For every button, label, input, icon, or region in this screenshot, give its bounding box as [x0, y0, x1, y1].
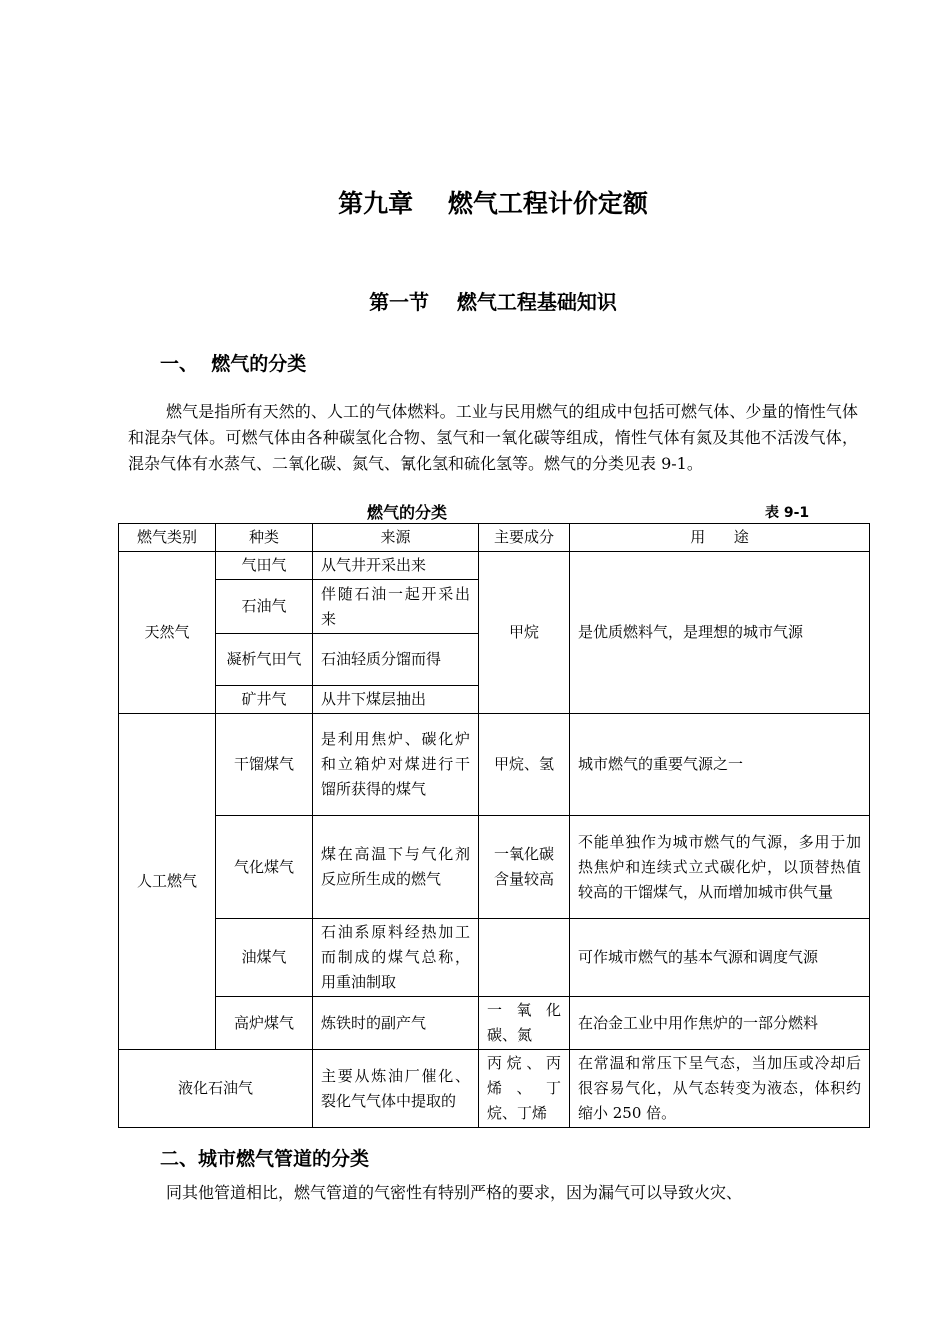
kind-cell: 气化煤气 [216, 816, 313, 919]
table-number: 表 9-1 [765, 505, 810, 521]
category-cell: 天然气 [119, 552, 216, 714]
usage-cell: 城市燃气的重要气源之一 [570, 714, 870, 816]
component-cell [479, 919, 570, 997]
table-header-row [119, 524, 870, 552]
section-title: 第一节 燃气工程基础知识 [369, 290, 617, 314]
header-source: 来源 [313, 524, 479, 552]
category-cell: 人工燃气 [119, 714, 216, 1050]
component-cell: 一氧化碳含量较高 [479, 816, 570, 919]
header-usage: 用 途 [570, 524, 870, 552]
source-cell: 煤在高温下与气化剂反应所生成的燃气 [313, 816, 479, 919]
component-cell: 一氧化碳、氮 [479, 997, 570, 1050]
category-cell: 液化石油气 [119, 1050, 313, 1128]
header-component: 主要成分 [479, 524, 570, 552]
kind-cell: 油煤气 [216, 919, 313, 997]
source-cell: 伴随石油一起开采出来 [313, 580, 479, 634]
kind-cell: 高炉煤气 [216, 997, 313, 1050]
kind-cell: 石油气 [216, 580, 313, 634]
usage-cell: 在常温和常压下呈气态，当加压或冷却后很容易气化，从气态转变为液态，体积约缩小 250 倍。 [570, 1050, 870, 1128]
component-cell: 甲烷、氢 [479, 714, 570, 816]
kind-cell: 干馏煤气 [216, 714, 313, 816]
table-row [119, 997, 870, 1050]
chapter-title: 第九章 燃气工程计价定额 [338, 189, 648, 218]
source-cell: 石油轻质分馏而得 [313, 634, 479, 686]
source-cell: 从井下煤层抽出 [313, 686, 479, 714]
table-row [119, 919, 870, 997]
component-cell: 甲烷 [479, 552, 570, 714]
source-cell: 主要从炼油厂催化、裂化气气体中提取的 [313, 1050, 479, 1128]
source-cell: 从气井开采出来 [313, 552, 479, 580]
gas-classification-table [118, 523, 870, 1128]
table-row [119, 816, 870, 919]
usage-cell: 不能单独作为城市燃气的气源，多用于加热焦炉和连续式立式碳化炉，以顶替热值较高的干馏煤气，从而增加城市供气量 [570, 816, 870, 919]
table-row [119, 552, 870, 580]
usage-cell: 可作城市燃气的基本气源和调度气源 [570, 919, 870, 997]
source-cell: 是利用焦炉、碳化炉和立箱炉对煤进行干馏所获得的煤气 [313, 714, 479, 816]
source-cell: 石油系原料经热加工而制成的煤气总称，用重油制取 [313, 919, 479, 997]
component-cell: 丙烷、丙烯、丁烷、丁烯 [479, 1050, 570, 1128]
kind-cell: 凝析气田气 [216, 634, 313, 686]
header-category: 燃气类别 [119, 524, 216, 552]
kind-cell: 气田气 [216, 552, 313, 580]
source-cell: 炼铁时的副产气 [313, 997, 479, 1050]
heading-pipeline-classification: 二、城市燃气管道的分类 [160, 1148, 370, 1170]
header-kind: 种类 [216, 524, 313, 552]
paragraph-gas-definition: 燃气是指所有天然的、人工的气体燃料。工业与民用燃气的组成中包括可燃气体、少量的惰性气体和混杂气体。可燃气体由各种碳氢化合物、氢气和一氧化碳等组成，惰性气体有氮及其他不活泼气体，混杂气体有水蒸气、二氧化碳、氮气、氰化氢和硫化氢等。燃气的分类见表 9-1。 [128, 402, 858, 473]
heading-gas-classification: 一、 燃气的分类 [160, 353, 307, 375]
table-caption: 燃气的分类 [367, 503, 448, 522]
table-row [119, 1050, 870, 1128]
kind-cell: 矿井气 [216, 686, 313, 714]
usage-cell: 是优质燃料气，是理想的城市气源 [570, 552, 870, 714]
usage-cell: 在冶金工业中用作焦炉的一部分燃料 [570, 997, 870, 1050]
paragraph-pipeline-intro: 同其他管道相比，燃气管道的气密性有特别严格的要求，因为漏气可以导致火灾、 [166, 1183, 743, 1202]
table-row [119, 714, 870, 816]
